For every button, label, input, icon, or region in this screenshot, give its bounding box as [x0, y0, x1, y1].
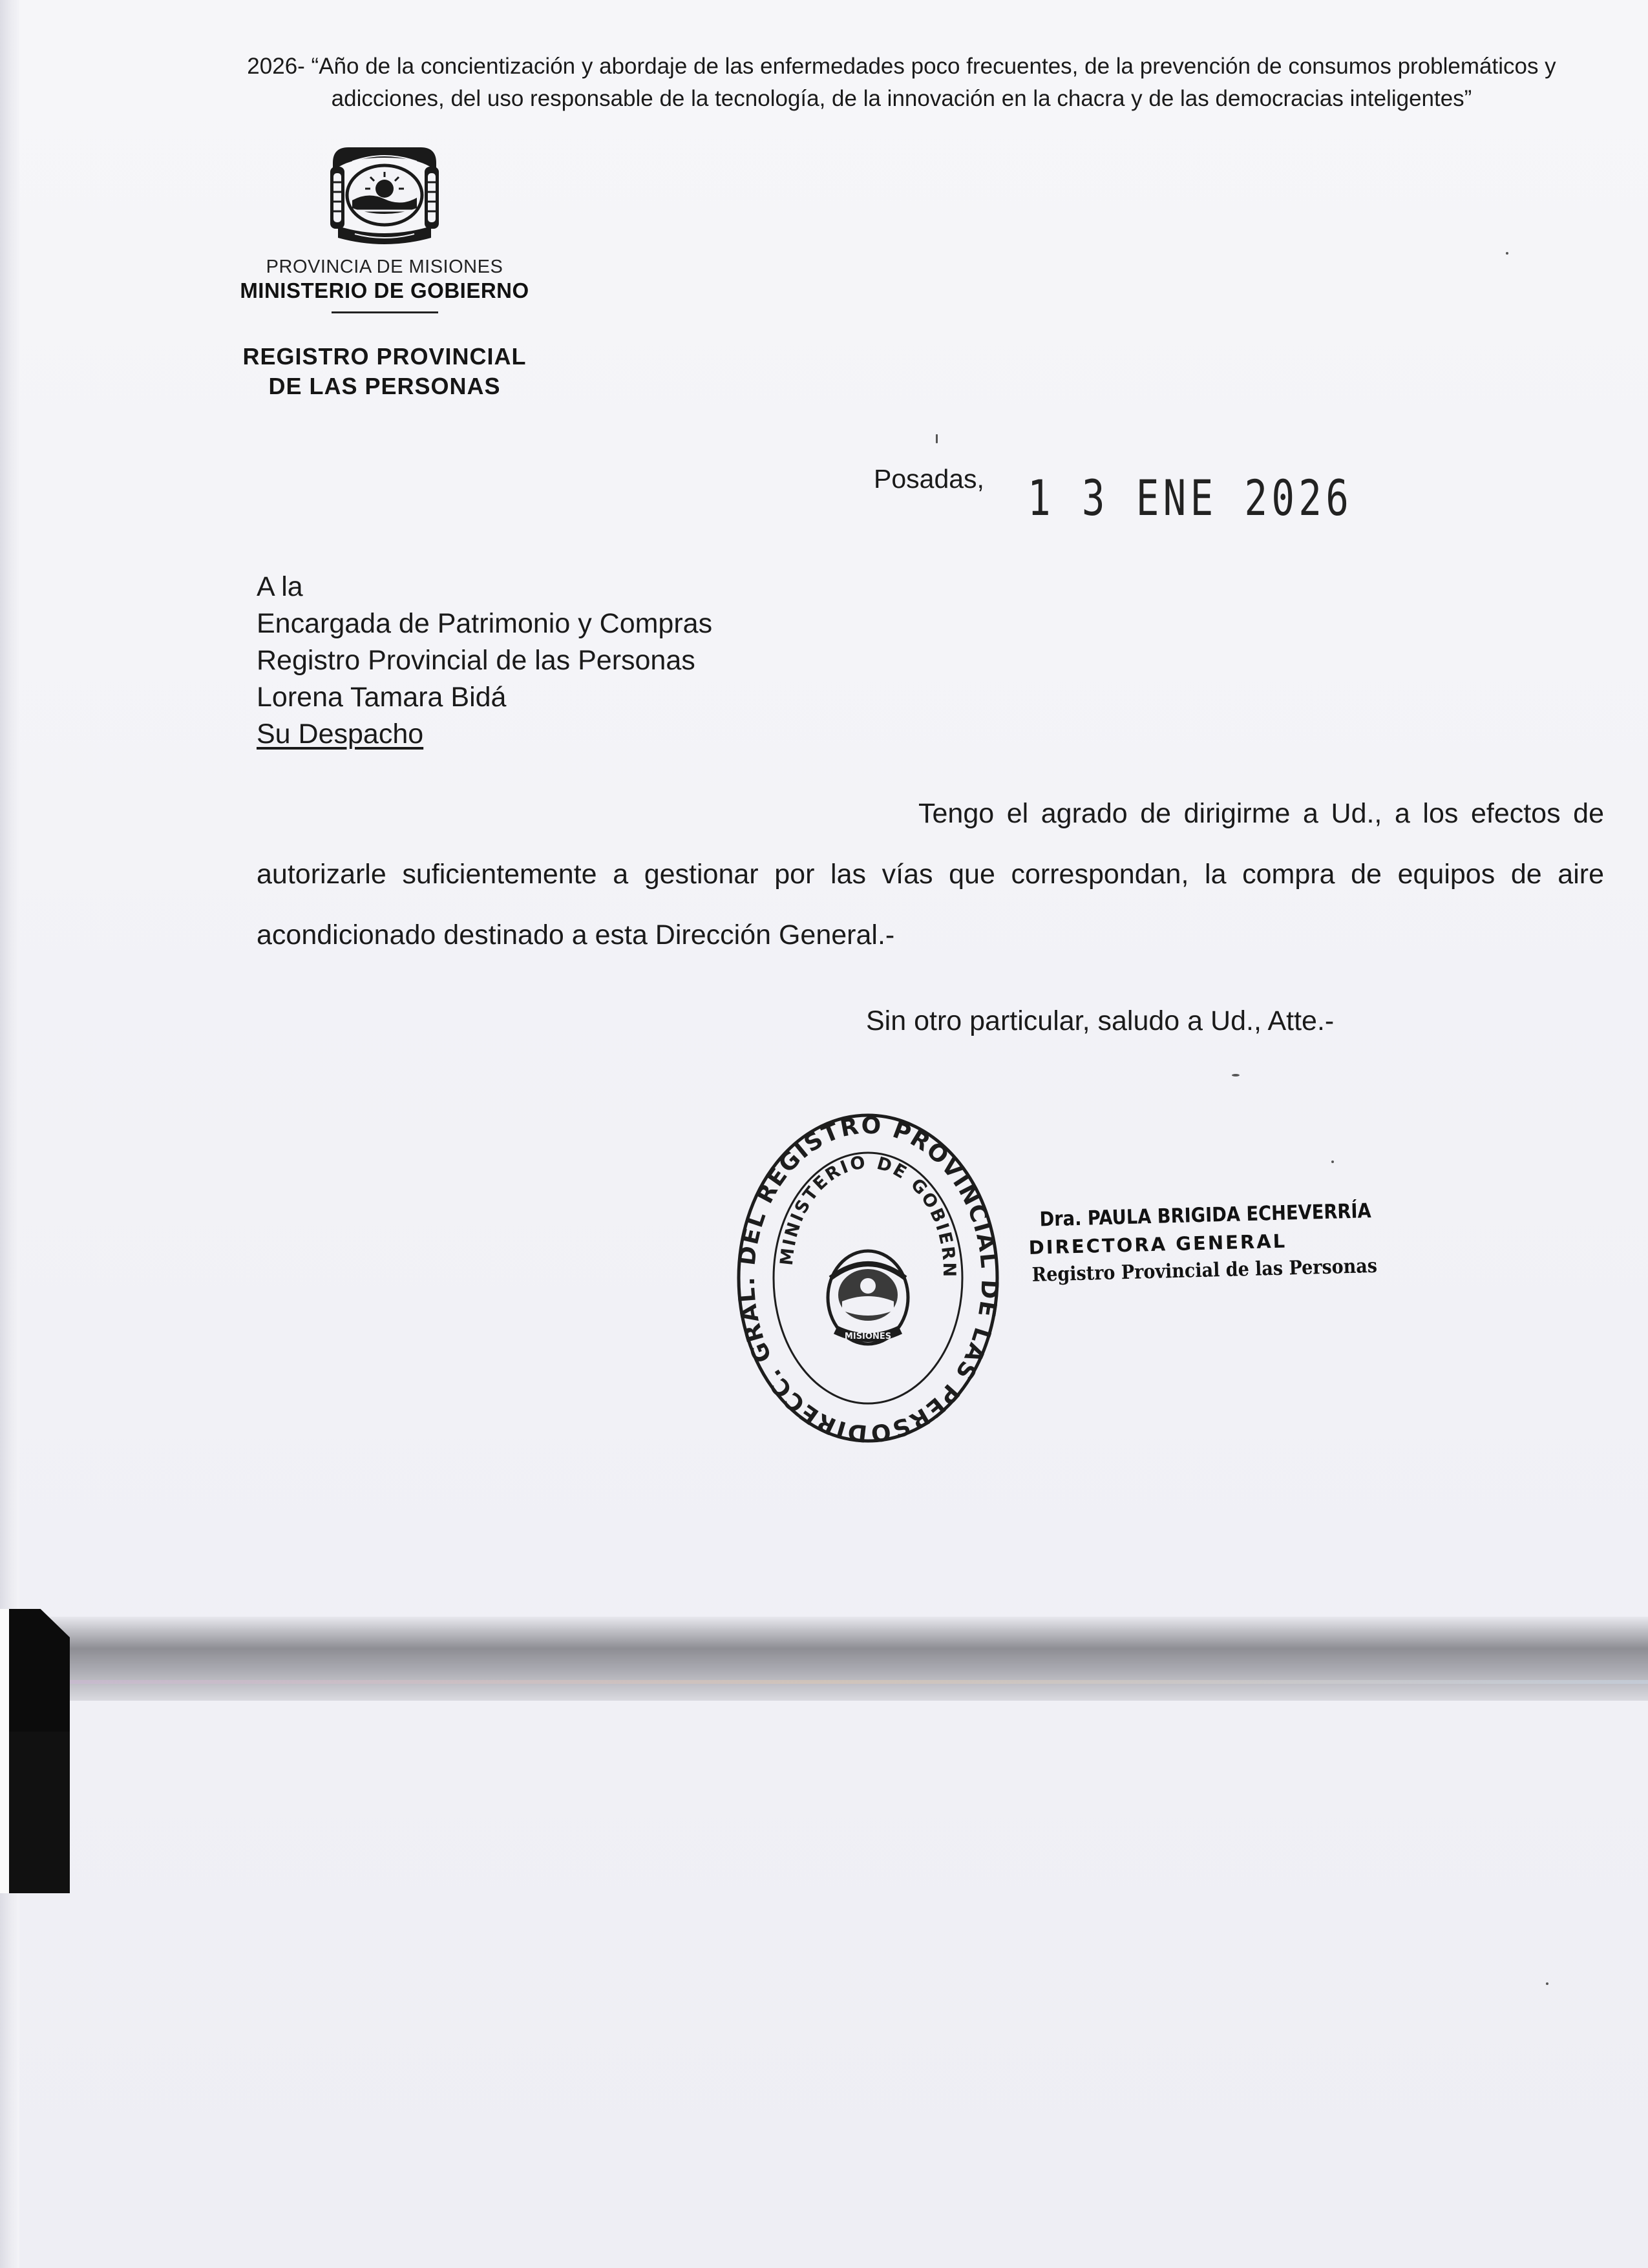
registry-label	[213, 342, 556, 401]
scan-artifact-band	[0, 1617, 1648, 1701]
signatory-name: Dra. PAULA BRIGIDA ECHEVERRÍA	[1039, 1199, 1372, 1232]
recipient-line-4: Lorena Tamara Bidá	[257, 682, 507, 713]
scan-speck	[1546, 1982, 1548, 1985]
registry-line-1: REGISTRO PROVINCIAL	[242, 343, 527, 370]
scan-left-edge	[0, 0, 19, 2268]
binder-clip-shadow	[0, 1609, 71, 1893]
registry-line-2: DE LAS PERSONAS	[268, 373, 501, 399]
place-label: Posadas,	[874, 464, 984, 494]
recipient-line-5: Su Despacho	[257, 719, 424, 750]
signatory-organization: Registro Provincial de las Personas	[1031, 1254, 1378, 1286]
header-motto	[213, 50, 1590, 115]
scan-speck	[936, 434, 938, 443]
scan-artifact-line	[0, 1680, 1648, 1684]
province-label: PROVINCIA DE MISIONES	[266, 257, 503, 277]
seal-center-text: MISIONES	[844, 1332, 892, 1341]
motto-line-2: adicciones, del uso responsable de la tecnología, de la innovación en la chacra y de las democracias inteligentes”	[331, 86, 1472, 111]
signature-stamp	[1028, 1197, 1378, 1290]
signatory-title: DIRECTORA GENERAL	[1028, 1230, 1287, 1259]
recipient-line-2: Encargada de Patrimonio y Compras	[257, 608, 713, 639]
scan-speck	[1331, 1160, 1334, 1163]
province-coat-of-arms-icon	[326, 143, 443, 247]
seal-outer-text: DIRECC. GRAL. DEL REGISTRO PROVINCIAL DE LAS PERSO	[733, 1112, 1003, 1447]
organization-block	[213, 256, 556, 401]
header-divider	[332, 311, 438, 313]
recipient-line-1: A la	[257, 571, 303, 602]
body-paragraph: Tengo el agrado de dirigirme a Ud., a los efectos de autorizarle suficientemente a gestionar por las vías que correspondan, la compra de equipos de aire acondicionado destinado a esta Dirección General.-	[257, 798, 1604, 950]
scan-speck	[1232, 1074, 1240, 1076]
official-seal-icon	[729, 1104, 1007, 1453]
seal-inner-text: MINISTERIO DE GOBIERN	[776, 1152, 960, 1279]
scan-speck	[1506, 252, 1508, 255]
ministry-label: MINISTERIO DE GOBIERNO	[240, 278, 529, 302]
closing-text: Sin otro particular, saludo a Ud., Atte.-	[866, 1005, 1335, 1036]
recipient-line-3: Registro Provincial de las Personas	[257, 645, 695, 676]
date-stamp: 1 3 ENE 2026	[1028, 469, 1353, 527]
motto-line-1: 2026- “Año de la concientización y abordaje de las enfermedades poco frecuentes, de la prevención de consumos problemáticos y	[247, 54, 1556, 79]
recipient-block	[257, 569, 712, 753]
